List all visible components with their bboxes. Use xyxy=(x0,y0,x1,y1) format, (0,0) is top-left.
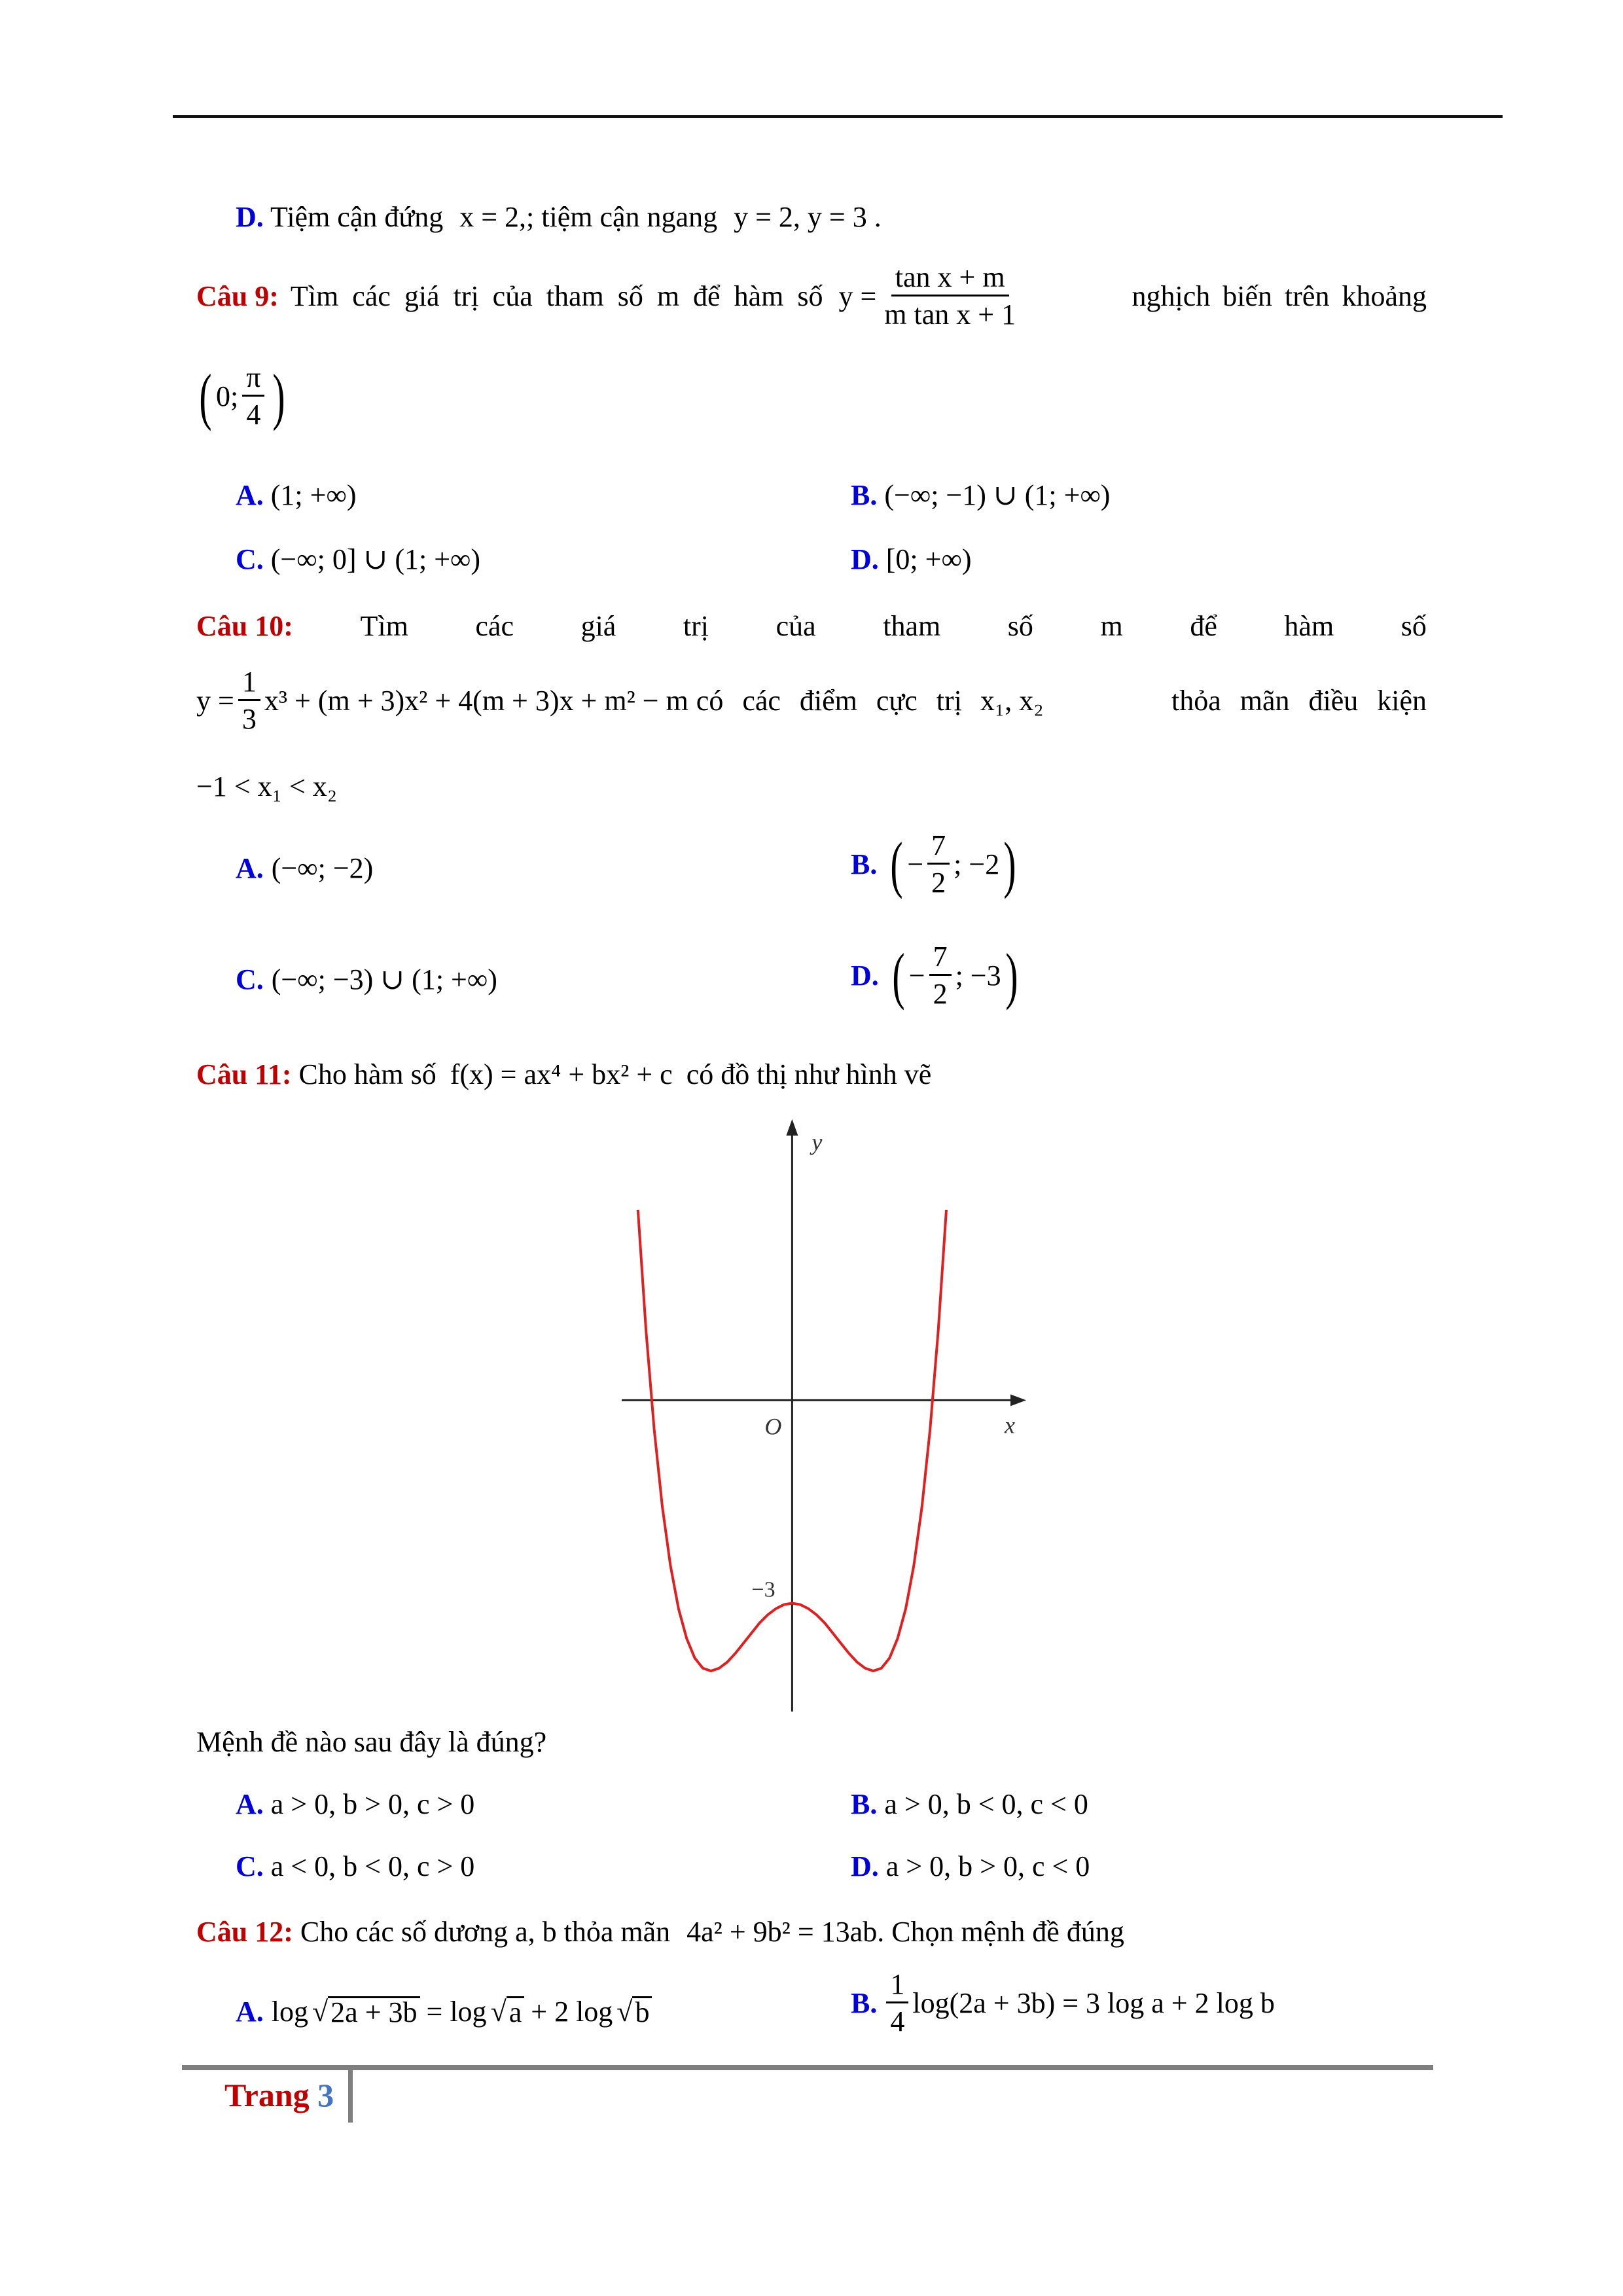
fraction xyxy=(886,1970,908,2036)
question-text: . Chọn mệnh đề đúng xyxy=(877,1916,1124,1948)
option-label: B. xyxy=(851,848,878,880)
variables: x₁, x₂ xyxy=(980,684,1044,717)
question-label: Câu 12: xyxy=(196,1916,293,1948)
y-equals: y = xyxy=(196,684,234,717)
option-text: + 2 log xyxy=(531,1995,613,2028)
option-label: A. xyxy=(236,852,264,884)
numerator: 1 xyxy=(886,1970,908,2003)
numerator: tan x + m xyxy=(891,263,1009,296)
paren: ( xyxy=(890,829,903,899)
paren: ) xyxy=(272,361,285,431)
option-label: D. xyxy=(851,1850,879,1882)
option-label: A. xyxy=(236,1995,264,2028)
question-label: Câu 10: xyxy=(196,610,293,642)
paren: ( xyxy=(892,940,905,1011)
q10-option-a[interactable] xyxy=(236,854,373,883)
q9-interval xyxy=(195,363,289,429)
q10-option-d[interactable] xyxy=(851,942,1022,1009)
numerator: 7 xyxy=(927,831,950,865)
question-text: có các điểm cực trị xyxy=(696,684,962,717)
numerator: π xyxy=(242,363,264,397)
q9-option-c[interactable] xyxy=(236,545,480,574)
radicand: 2a + 3b xyxy=(328,1996,419,2027)
q11-question xyxy=(196,1728,546,1757)
q11-option-a[interactable] xyxy=(236,1790,474,1819)
option-label: C. xyxy=(236,963,264,996)
option-label: A. xyxy=(236,1788,264,1820)
paren: ( xyxy=(199,361,212,431)
interval-left: 0; xyxy=(215,380,239,412)
radicand: a xyxy=(507,1996,525,2027)
option-text: tiệm cận ngang xyxy=(541,201,718,233)
denominator: 4 xyxy=(890,2005,905,2037)
option-label: D. xyxy=(851,959,879,992)
header-rule xyxy=(173,115,1503,118)
option-label: D. xyxy=(236,201,264,233)
equation: y = 2 xyxy=(734,201,793,233)
option-text: [0; +∞) xyxy=(885,543,972,575)
word: Tìm xyxy=(360,610,408,642)
q9-option-a[interactable] xyxy=(236,481,357,510)
question-text: nghịch biến trên khoảng xyxy=(1132,279,1427,312)
numerator: 1 xyxy=(238,668,260,701)
option-label: C. xyxy=(236,543,264,575)
log: log xyxy=(271,1995,309,2028)
fraction xyxy=(927,831,950,897)
footer-rule xyxy=(182,2065,1433,2070)
tick-label: −3 xyxy=(751,1577,776,1602)
q11-option-c[interactable] xyxy=(236,1852,474,1881)
option-text: (−∞; 0] ∪ (1; +∞) xyxy=(270,543,481,575)
option-text: (1; +∞) xyxy=(270,479,357,511)
q11-stem xyxy=(196,1060,931,1089)
option-text: a > 0, b > 0, c > 0 xyxy=(270,1788,475,1820)
option-text: (−∞; −1) ∪ (1; +∞) xyxy=(884,479,1111,511)
word: để xyxy=(1190,610,1217,642)
option-text: = log xyxy=(426,1995,487,2028)
question-text: Cho hàm số xyxy=(298,1058,437,1090)
question-text: Tìm các giá trị của tham số m để hàm số xyxy=(290,279,823,312)
q12-option-b[interactable] xyxy=(851,1970,1275,2036)
option-label: C. xyxy=(236,1850,264,1882)
option-text: log(2a + 3b) = 3 log a + 2 log b xyxy=(912,1986,1275,2019)
fraction xyxy=(929,942,952,1009)
denominator: 2 xyxy=(931,867,946,899)
numerator: 7 xyxy=(929,942,952,976)
q9-option-b[interactable] xyxy=(851,481,1110,510)
option-text: Tiệm cận đứng xyxy=(270,201,444,233)
q9-stem xyxy=(196,263,1427,329)
page-footer xyxy=(224,2076,334,2114)
q11-option-b[interactable] xyxy=(851,1790,1088,1819)
q10-option-c[interactable] xyxy=(236,965,497,994)
denominator: 3 xyxy=(241,703,257,735)
option-text: ; −3 xyxy=(955,959,1001,992)
option-label: B. xyxy=(851,1986,878,2019)
condition: −1 < x₁ < x₂ xyxy=(196,770,338,802)
q12-stem xyxy=(196,1918,1124,1946)
denominator: 2 xyxy=(933,978,948,1010)
question-text: Cho các số dương a, b thỏa mãn xyxy=(300,1916,671,1948)
page-label: Trang xyxy=(224,2077,310,2113)
q10-option-b[interactable] xyxy=(851,831,1020,897)
word: số xyxy=(1007,610,1033,642)
fraction xyxy=(880,263,1020,329)
y-axis-arrow xyxy=(786,1119,798,1136)
minus: − xyxy=(908,959,925,992)
function: f(x) = ax⁴ + bx² + c xyxy=(450,1058,673,1090)
word: tham xyxy=(883,610,941,642)
radicand: b xyxy=(632,1996,652,2027)
y-axis-label: y xyxy=(812,1129,823,1155)
q10-condition xyxy=(196,772,337,801)
q10-stem xyxy=(196,612,1427,641)
fraction xyxy=(238,668,260,734)
option-text: (−∞; −2) xyxy=(271,852,374,884)
y-equals: y = xyxy=(838,279,877,312)
q11-option-d[interactable] xyxy=(851,1852,1090,1881)
equation: 4a² + 9b² = 13ab xyxy=(687,1916,878,1948)
option-label: D. xyxy=(851,543,879,575)
q9-option-d[interactable] xyxy=(851,545,972,574)
denominator: 4 xyxy=(246,399,261,431)
fraction xyxy=(242,363,264,429)
expression: x³ + (m + 3)x² + 4(m + 3)x + m² − m xyxy=(264,684,688,717)
x-axis-arrow xyxy=(1010,1394,1026,1406)
paren: ) xyxy=(1003,829,1016,899)
origin-label: O xyxy=(764,1413,782,1440)
equation: x = 2 xyxy=(459,201,520,233)
option-text: (−∞; −3) ∪ (1; +∞) xyxy=(271,963,497,996)
option-text: ; −2 xyxy=(954,848,1000,880)
option-text: a < 0, b < 0, c > 0 xyxy=(270,1850,475,1882)
page-number: 3 xyxy=(317,2077,334,2113)
word: số xyxy=(1400,610,1427,642)
function-graph xyxy=(622,1116,1027,1712)
paren: ) xyxy=(1005,940,1018,1011)
x-axis-label: x xyxy=(1005,1412,1015,1439)
word: của xyxy=(776,610,816,642)
option-text: a > 0, b > 0, c < 0 xyxy=(885,1850,1090,1882)
question-label: Câu 11: xyxy=(196,1058,292,1090)
option-label: B. xyxy=(851,479,878,511)
denominator: m tan x + 1 xyxy=(884,298,1016,331)
equation: y = 3 xyxy=(807,201,867,233)
minus: − xyxy=(907,848,924,880)
word: m xyxy=(1100,610,1123,642)
q8-option-d: D. Tiệm cận đứng x = 2,; tiệm cận ngang y = 2, y = 3 . xyxy=(236,201,882,233)
q10-function xyxy=(196,668,1427,734)
question-text: có đồ thị như hình vẽ xyxy=(686,1058,932,1090)
option-label: B. xyxy=(851,1788,878,1820)
word: hàm xyxy=(1284,610,1334,642)
option-label: A. xyxy=(236,479,264,511)
question-text: Mệnh đề nào sau đây là đúng? xyxy=(196,1726,547,1758)
separator: ,; xyxy=(519,201,535,233)
footer-divider xyxy=(348,2070,353,2123)
option-text: a > 0, b < 0, c < 0 xyxy=(884,1788,1088,1820)
question-label: Câu 9: xyxy=(196,279,279,312)
word: các xyxy=(475,610,514,642)
word: trị xyxy=(683,610,709,642)
q12-option-a[interactable]: A. log √ 2a + 3b = log √ a + 2 log √ b xyxy=(236,1996,652,2027)
question-text: thỏa mãn điều kiện xyxy=(1171,684,1427,717)
word: giá xyxy=(580,610,616,642)
